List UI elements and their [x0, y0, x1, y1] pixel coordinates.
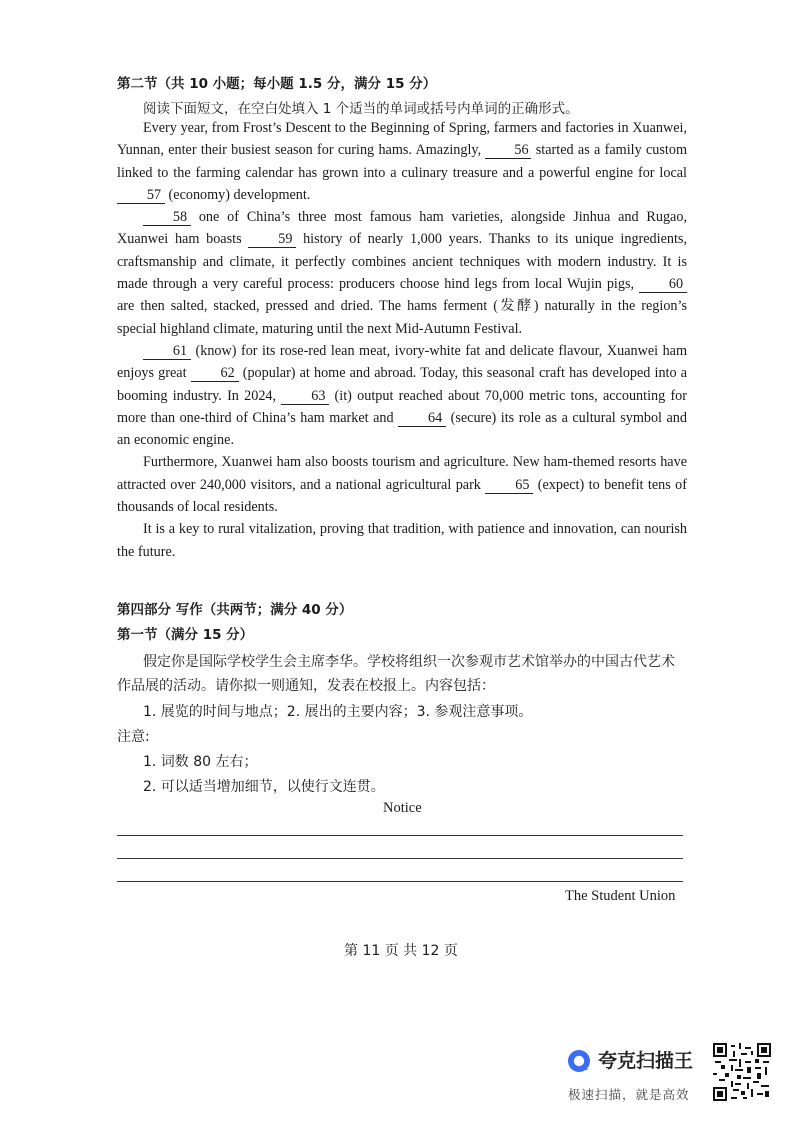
- blank-65[interactable]: 65: [485, 477, 533, 494]
- writing-prompt-line-2: 作品展的活动。请你拟一则通知，发表在校报上。内容包括：: [117, 678, 495, 694]
- notice-title: Notice: [383, 800, 422, 816]
- notice-signature: The Student Union: [565, 888, 676, 904]
- writing-content-points: 1. 展览的时间与地点；2. 展出的主要内容；3. 参观注意事项。: [143, 704, 533, 720]
- quark-logo-icon: [566, 1048, 592, 1074]
- answer-line[interactable]: [117, 835, 683, 836]
- passage-paragraph-1: Every year, from Frost’s Descent to the Beginning of Spring, farmers and factories in Xuanwei, Yunnan, enter their busiest season for curing hams. Amazingly, 56 started as a family custom linked to the farming calendar has grown into a culinary treasure and a powerful engine for local 57 (economy) development.: [117, 120, 687, 203]
- note-item-2: 2. 可以适当增加细节，以使行文连贯。: [143, 779, 385, 795]
- section-2-title: 第二节（共 10 小题；每小题 1.5 分，满分 15 分）: [117, 76, 437, 92]
- blank-58[interactable]: 58: [143, 209, 191, 226]
- passage-paragraph-5: It is a key to rural vitalization, proving that tradition, with patience and innovation, can nourish the future.: [117, 521, 687, 560]
- passage-paragraph-3: 61 (know) for its rose-red lean meat, ivory-white fat and delicate flavour, Xuanwei ham enjoys great 62 (popular) at home and abroad. Today, this seasonal craft has developed into a booming industry. In 2024, 63 (it) output reached about 70,000 metric tons, accounting for more than one-third of China’s ham market and 64 (secure) its role as a cultural symbol and an economic engine.: [117, 342, 687, 449]
- passage-paragraph-4: Furthermore, Xuanwei ham also boosts tourism and agriculture. New ham-themed resorts have attracted over 240,000 visitors, and a national agricultural park 65 (expect) to benefit tens of thousands of local residents.: [117, 454, 687, 516]
- page-number: 第 11 页 共 12 页: [344, 943, 458, 959]
- answer-line[interactable]: [117, 858, 683, 859]
- note-item-1: 1. 词数 80 左右；: [143, 754, 258, 770]
- passage-paragraph-2: 58 one of China’s three most famous ham varieties, alongside Jinhua and Rugao, Xuanwei ham boasts 59 history of nearly 1,000 years. Thanks to its unique ingredients, craftsmanship and climate, it perfectly combines ancient techniques with modern industry. It is made through a very careful process: producers choose hind legs from local Wujin pigs, 60 are then salted, stacked, pressed and dried. The hams ferment (发酵) naturally in the region’s special highland climate, maturing until the next Mid-Autumn Festival.: [117, 209, 687, 337]
- blank-64[interactable]: 64: [398, 410, 446, 427]
- blank-59[interactable]: 59: [248, 231, 296, 248]
- part-4-section-1-title: 第一节（满分 15 分）: [117, 627, 254, 643]
- answer-line[interactable]: [117, 881, 683, 882]
- watermark-slogan: 极速扫描，就是高效: [568, 1087, 690, 1102]
- section-2-instruction: 阅读下面短文，在空白处填入 1 个适当的单词或括号内单词的正确形式。: [143, 101, 579, 117]
- writing-prompt-line-1: 假定你是国际学校学生会主席李华。学校将组织一次参观市艺术馆举办的中国古代艺术: [143, 654, 675, 670]
- note-label: 注意:: [117, 729, 150, 745]
- qr-code: [713, 1043, 771, 1101]
- blank-63[interactable]: 63: [281, 388, 329, 405]
- cloze-passage: [117, 117, 687, 563]
- watermark-brand: 夸克扫描王: [598, 1050, 694, 1072]
- blank-57[interactable]: 57: [117, 187, 165, 204]
- blank-56[interactable]: 56: [485, 142, 531, 159]
- part-4-title: 第四部分 写作（共两节；满分 40 分）: [117, 602, 353, 618]
- blank-61[interactable]: 61: [143, 343, 191, 360]
- blank-62[interactable]: 62: [191, 365, 239, 382]
- blank-60[interactable]: 60: [639, 276, 687, 293]
